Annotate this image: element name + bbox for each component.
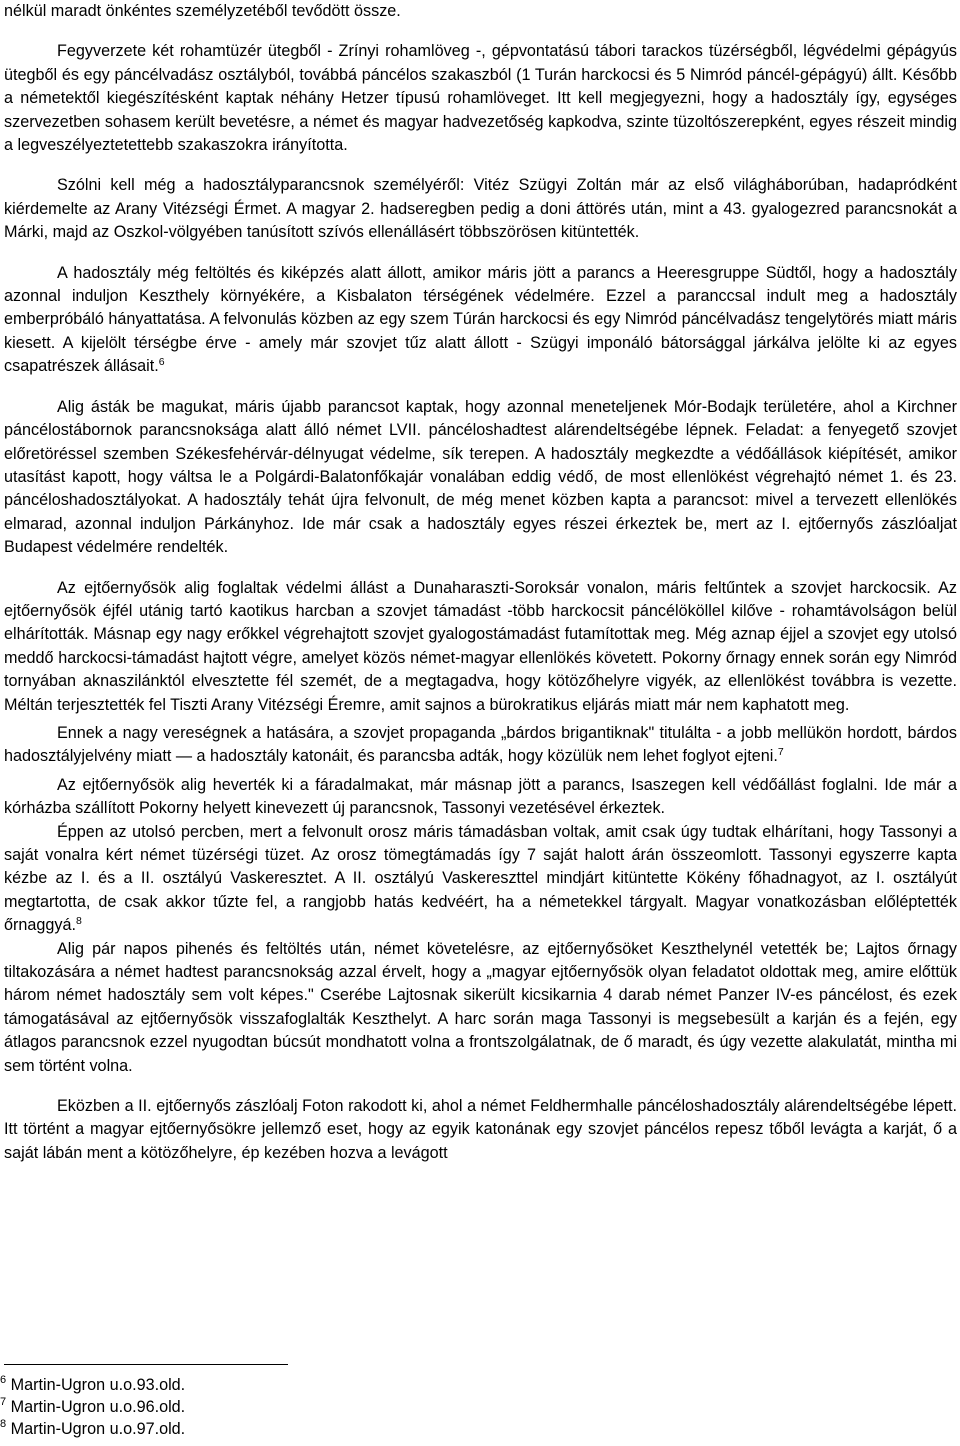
footnote-ref-6: 6 bbox=[158, 356, 165, 369]
footnote-8 bbox=[0, 1418, 600, 1440]
paragraph-propaganda: Ennek a nagy vereségnek a hatására, a szovjet propaganda „bárdos brigantiknak" titulálta - a jobb mellükön hordott, bárdos hadosztályjelvény miatt — a hadosztály katonáit, és parancsba adták, hogy közülük nem lehet foglyot ejteni.$^7$ bbox=[4, 723, 957, 766]
footnote-number: 6 bbox=[0, 1374, 7, 1386]
paragraph-armament: Fegyverzete két rohamtüzér ütegből - Zrínyi rohamlöveg -, gépvontatású tábori tarackos tüzérségből, légvédelmi gépágyús ütegből és egy páncélvadász osztályból, továbbá páncélos szakaszból (1 Turán harckocsi és 5 Nimród páncél-gépágyú) állt. Később a németektől kiegészítésként kaptak néhány Hetzer típusú rohamlöveget. Itt kell megjegyezni, hogy a hadosztály így, egységes szervezetben sohasem került bevetésre, a német és magyar hadvezetőség kapkodva, szinte tüzoltószerepként, egyes részeit mindig a legveszélyeztetettebb szakaszokra irányította. bbox=[4, 42, 957, 155]
paragraph-last-minute: Éppen az utolsó percben, mert a felvonult orosz máris támadásban voltak, amit csak úgy tudtak elhárítani, hogy Tassonyi a saját vonalra kért német tüzérségi tüzet. Az orosz tömegtámadás így 7 saját halott árán összeomlott. Tassonyi egyszerre kapta kézbe az I. és a II. osztályú Vaskeresztet. A II. osztályú Vaskereszttel mindjárt kitüntette Kökény főhadnagyot, az I. osztályút megtartotta, de csak akkor tűzte fel, a rangjobb hatás kedvéért, ha a németekkel tárgyalt. Magyar vonatkozásban előléptették őrnaggyá.$^8$ bbox=[4, 822, 957, 935]
footnote-ref-7: 7 bbox=[777, 746, 784, 759]
paragraph-foton: Eközben a II. ejtőernyős zászlóalj Foton rakodott ki, ahol a német Feldhermhalle páncéloshadosztály alárendeltségébe lépett. Itt történt a magyar ejtőernyősökre jellemző eset, hogy az egyik katonának egy szovjet páncélos repesz tőből levágta a karját, ő a saját lábán ment a kötözőhelyre, ép kezében hozva a levágott bbox=[4, 1097, 957, 1162]
footnote-number: 8 bbox=[0, 1418, 7, 1430]
paragraph-continuation: nélkül maradt önkéntes személyzetéből tevődött össze. bbox=[4, 2, 401, 20]
footnote-7 bbox=[0, 1396, 600, 1418]
footnote-6 bbox=[0, 1374, 600, 1396]
paragraph-mor-bodajk: Alig ásták be magukat, máris újabb parancsot kaptak, hogy azonnal meneteljenek Mór-Bodajk területére, ahol a Kirchner páncélostábornok parancsnoksága alatt álló német LVII. páncéloshadtest alárendeltségébe lépnek. Feladat: a fenyegető szovjet előretöréssel szemben Székesfehérvár-délnyugat védelme, sík terepen. A hadosztály megkezdte a védőállások kiépítését, amikor utasítást kapott, hogy váltsa le a Polgárdi-Balatonfőkajár vonalában eddig védő, de most ellenlökést végrehajtó német 1. és 23. páncéloshadosztályokat. A hadosztály tehát újra felvonult, de még menet közben kapta a parancsot: mivel a tervezett ellenlökés elmarad, azonnal induljon Párkányhoz. Ide már csak a hadosztály egyes részei érkeztek be, mert az I. ejtőernyős zászlóaljat Budapest védelmére rendelték. bbox=[4, 397, 957, 557]
footnote-text: Martin-Ugron u.o.97.old. bbox=[10, 1420, 186, 1438]
paragraph-commander: Szólni kell még a hadosztályparancsnok személyéről: Vitéz Szügyi Zoltán már az első világháborúban, hadapródként kiérdemelte az Arany Vitézségi Érmet. A magyar 2. hadseregben pedig a doni áttörés után, mint a 43. gyalogezred parancsnokát a Márki, majd az Oszkol-völgyében tanúsított szívós ellenállásért többszörösen kitüntették. bbox=[4, 176, 957, 242]
footnote-number: 7 bbox=[0, 1396, 7, 1408]
document-page bbox=[4, 0, 957, 1165]
footnote-text: Martin-Ugron u.o.96.old. bbox=[10, 1398, 186, 1416]
footnote-text: Martin-Ugron u.o.93.old. bbox=[10, 1376, 186, 1394]
paragraph-isaszeg: Az ejtőernyősök alig heverték ki a fáradalmakat, már másnap jött a parancs, Isaszegen kell védőállást foglalni. Ide már a kórházba szállított Pokorny helyett kinevezett új parancsnok, Tassonyi vezetésével érkeztek. bbox=[4, 775, 957, 818]
footnote-separator bbox=[4, 1364, 288, 1365]
paragraph-dunaharaszti: Az ejtőernyősök alig foglaltak védelmi állást a Dunaharaszti-Soroksár vonalon, máris feltűntek a szovjet harckocsik. Az ejtőernyősök éjfél utánig tartó kaotikus harcban a szovjet támadást -több harckocsit páncélököllel kilőve - rohamtávolságon belül elhárították. Másnap egy nagy erőkkel végrehajtott szovjet gyalogostámadást futamítottak meg. Még aznap éjjel a szovjet egy utolsó meddő harckocsi-támadást hajtott végre, amelyet közös német-magyar ellenlökés követett. Pokorny őrnagy ennek során egy Nimród tornyában aknaszilánktól elvesztette fél szemét, de a megtagadva, hogy kötözőhelyre vigyék, az ellenlökést továbbra is vezette. Méltán terjesztették fel Tiszti Arany Vitézségi Éremre, amit sajnos a bürokratikus eljárás miatt már nem kaphatott meg. bbox=[4, 578, 957, 714]
footnotes bbox=[0, 1374, 600, 1440]
paragraph-keszthely-order: A hadosztály még feltöltés és kiképzés alatt állott, amikor máris jött a parancs a Heeresgruppe Südtől, hogy a hadosztály azonnal induljon Keszthely környékére, a Kisbalaton térségének védelmére. Ezzel a paranccsal indult meg a hadosztály emberpróbáló hányattatása. A felvonulás közben az egy szem Túrán harckocsi és egy Nimród páncélvadász tengelytörés miatt máris kiesett. A kijelölt térségbe érve - amely már szovjet tűz alatt állott - Szügyi imponáló bátorsággal járkálva jelölte ki az egyes csapatrészek állásait.$^6$ bbox=[4, 263, 957, 376]
paragraph-keszthely-battle: Alig pár napos pihenés és feltöltés után, német követelésre, az ejtőernyősöket Keszthelynél vetették be; Lajtos őrnagy tiltakozására a német hadtest parancsnokság azzal érvelt, hogy a „magyar ejtőernyősök olyan feladatot oldottak meg, amire előttük három német hadosztály sem volt képes." Cserébe Lajtosnak sikerült kicsikarnia 4 darab német Panzer IV-es páncélost, és ezek támogatásával az ejtőernyősök visszafoglalták Keszthelyt. A harc során maga Tassonyi is megsebesült a karján és a fején, egy átlagos parancsnok ezzel nyugodtan búcsút mondhatott volna a frontszolgálatnak, de ő maradt, és úgy vezette alakulatát, mintha mi sem történt volna. bbox=[4, 939, 957, 1075]
footnote-ref-8: 8 bbox=[76, 915, 82, 928]
